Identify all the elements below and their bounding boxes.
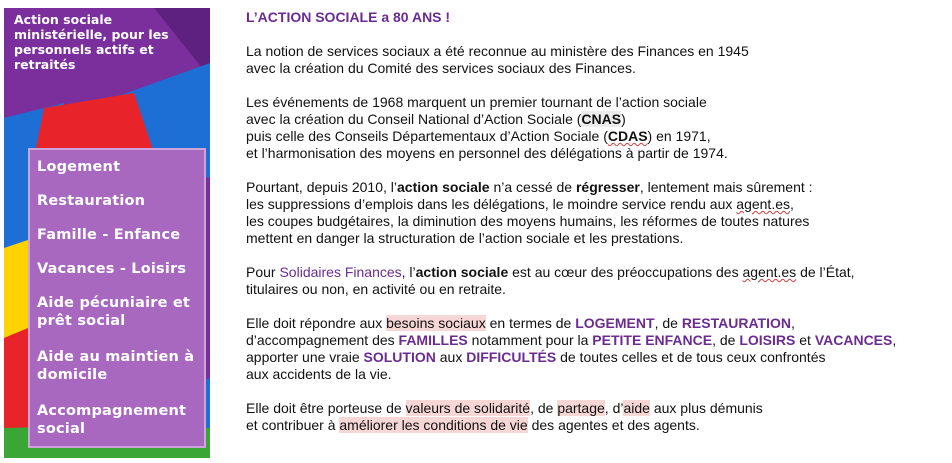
highlight-valeurs-solidarite: valeurs de solidarité (405, 400, 531, 416)
text-line (246, 400, 946, 417)
org-solidaires-finances: Solidaires Finances (279, 264, 402, 280)
text-fragment: , de (712, 332, 740, 348)
keyword-familles: FAMILLES (398, 332, 468, 348)
menu-item-logement: Logement (37, 159, 121, 175)
text-fragment: , (790, 315, 795, 331)
text-line (246, 332, 946, 349)
services-menu-panel (28, 148, 206, 448)
text-fragment: les suppressions d’emplois dans les délégations, le moindre service rendu aux (246, 196, 737, 212)
text-fragment: avec la création du Conseil National d’Action Sociale ( (246, 111, 582, 127)
paragraph-decline-2010 (246, 179, 946, 247)
text-line: et l’harmonisation des moyens en personnel des délégations à partir de 1974. (246, 145, 728, 161)
text-line (246, 417, 946, 434)
keyword-petite-enfance: PETITE ENFANCE (592, 332, 713, 348)
bold-action-sociale: action sociale (397, 179, 490, 195)
text-fragment: ) en 1971, (647, 128, 711, 144)
text-fragment: aux (435, 349, 467, 365)
paragraph-needs (246, 315, 946, 383)
text-line: titulaires ou non, en activité ou en retraite. (246, 281, 506, 297)
text-fragment: et contribuer à (246, 417, 340, 433)
menu-item-restauration: Restauration (37, 193, 146, 209)
text-fragment: est au cœur des préoccupations des (508, 264, 743, 280)
text-fragment: puis celle des Conseils Départementaux d’Action Sociale ( (246, 128, 608, 144)
text-line: aux accidents de la vie. (246, 366, 392, 382)
word-agentes: agent.es (742, 264, 797, 280)
paragraph-solidaires (246, 264, 946, 298)
highlight-partage: partage (557, 400, 605, 416)
text-fragment: , (790, 196, 794, 212)
text-fragment: d’accompagnement des (246, 332, 399, 348)
paragraph-values (246, 400, 946, 434)
text-line: les coupes budgétaires, la diminution des moyens humains, les réformes de toutes natures (246, 213, 810, 229)
menu-item-aide-maintien-domicile: Aide au maintien à domicile (37, 349, 195, 383)
keyword-solution: SOLUTION (363, 349, 436, 365)
text-line: avec la création du Comité des services sociaux des Finances. (246, 60, 636, 76)
paragraph-history-1968 (246, 94, 946, 162)
highlight-besoins-sociaux: besoins sociaux (386, 315, 486, 331)
highlight-ameliorer-conditions: améliorer les conditions de vie (339, 417, 528, 433)
text-line (246, 349, 946, 366)
keyword-difficultes: DIFFICULTÉS (466, 349, 557, 365)
text-fragment: en termes de (485, 315, 576, 331)
article-body (246, 9, 946, 451)
text-fragment: apporter une vraie (246, 349, 364, 365)
text-fragment: , de (530, 400, 558, 416)
text-fragment: Elle doit être porteuse de (246, 400, 406, 416)
text-fragment: notamment pour la (467, 332, 593, 348)
menu-item-accompagnement-social: Accompagnement social (37, 403, 187, 437)
menu-item-vacances-loisirs: Vacances - Loisirs (37, 261, 187, 277)
text-fragment: , (892, 332, 897, 348)
text-fragment: et (795, 332, 815, 348)
text-fragment: des agentes et des agents. (527, 417, 700, 433)
keyword-logement: LOGEMENT (575, 315, 655, 331)
text-line (246, 179, 946, 196)
paragraph-history-1945 (246, 43, 946, 77)
article-headline (246, 9, 946, 26)
word-agentes: agent.es (736, 196, 790, 212)
text-fragment: de l’État, (796, 264, 855, 280)
menu-item-famille-enfance: Famille - Enfance (37, 227, 181, 243)
text-line (246, 264, 946, 281)
text-fragment: , d’ (604, 400, 624, 416)
text-fragment: de toutes celles et de tous ceux confrontés (556, 349, 826, 365)
text-fragment: Pourtant, depuis 2010, l’ (246, 179, 397, 195)
text-fragment: Pour (246, 264, 280, 280)
text-fragment: , lentement mais sûrement : (639, 179, 813, 195)
text-line (246, 128, 946, 145)
keyword-restauration: RESTAURATION (681, 315, 791, 331)
bold-regresser: régresser (575, 179, 640, 195)
acronym-cdas: CDAS (607, 128, 648, 144)
menu-item-aide-pecuniaire: Aide pécuniaire et prêt social (37, 295, 191, 329)
text-fragment: aux plus démunis (649, 400, 763, 416)
text-fragment: n’a cessé de (489, 179, 576, 195)
bold-action-sociale: action sociale (415, 264, 509, 280)
text-fragment: Elle doit répondre aux (246, 315, 387, 331)
keyword-loisirs: LOISIRS (739, 332, 796, 348)
text-line (246, 111, 946, 128)
keyword-vacances: VACANCES (814, 332, 893, 348)
text-line: La notion de services sociaux a été reconnue au ministère des Finances en 1945 (246, 43, 749, 59)
text-fragment: , de (654, 315, 682, 331)
text-line (246, 315, 946, 332)
poster-image (4, 8, 210, 458)
acronym-cnas: CNAS (581, 111, 622, 127)
text-fragment: ) (621, 111, 626, 127)
headline-text: L’ACTION SOCIALE a 80 ANS ! (246, 9, 451, 25)
text-line: Les événements de 1968 marquent un premier tournant de l’action sociale (246, 94, 707, 110)
highlight-aide: aide (623, 400, 650, 416)
text-line (246, 196, 946, 213)
text-line: mettent en danger la structuration de l’action sociale et les prestations. (246, 230, 684, 246)
text-fragment: , l’ (401, 264, 416, 280)
poster-title: Action sociale ministérielle, pour les personnels actifs et retraités (14, 12, 169, 72)
